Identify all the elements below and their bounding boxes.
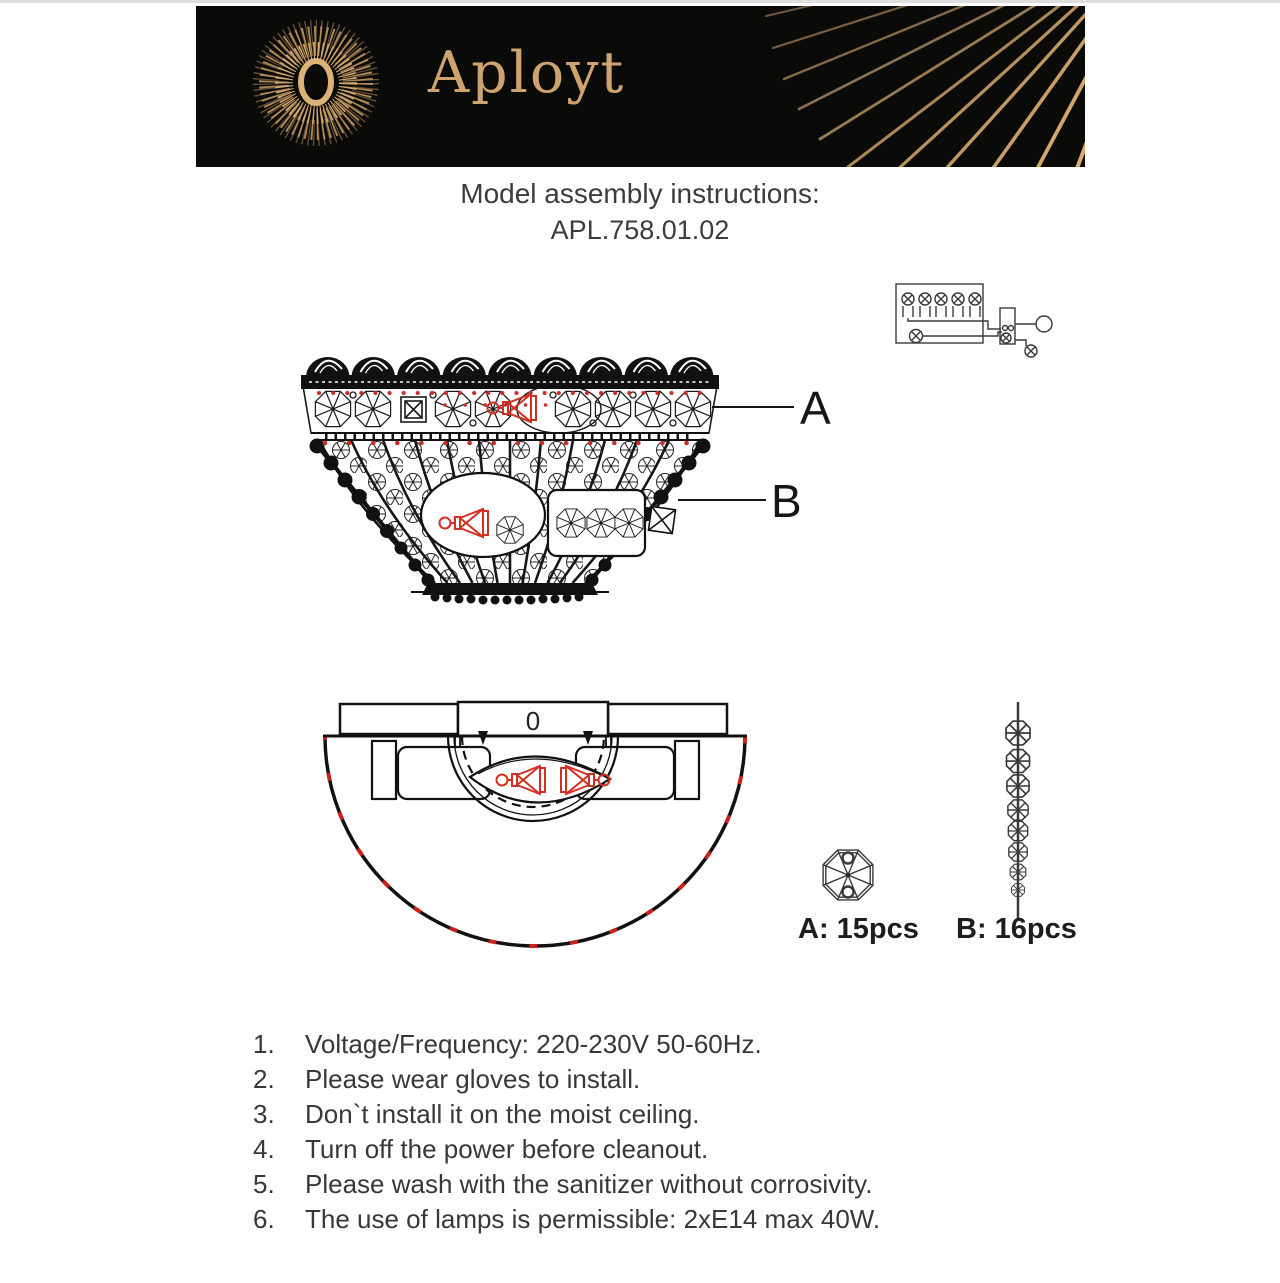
lamp2-symbol-icon	[1025, 345, 1037, 357]
instruction-item	[253, 1202, 1073, 1237]
callout-b-label: B	[771, 475, 802, 527]
instruction-item	[253, 1097, 1073, 1132]
rays-decoration-icon	[766, 6, 1085, 167]
leader-line-b	[678, 499, 766, 501]
crystal-octagon-icon	[816, 843, 880, 907]
instruction-number: 2.	[253, 1064, 275, 1094]
instruction-item	[253, 1167, 1073, 1202]
inner-bracket	[548, 490, 645, 556]
instruction-number: 3.	[253, 1099, 275, 1129]
instruction-number: 6.	[253, 1204, 275, 1234]
instruction-number: 5.	[253, 1169, 275, 1199]
ground-screw-icon	[910, 330, 923, 343]
zero-label: 0	[525, 706, 541, 736]
instruction-number: 1.	[253, 1029, 275, 1059]
banner-art	[196, 6, 1085, 167]
instruction-item	[253, 1062, 1073, 1097]
instruction-text: Turn off the power before cleanout.	[305, 1134, 709, 1164]
callout-a-label: A	[800, 382, 831, 434]
inner-square	[648, 506, 675, 533]
brand-name: Aployt	[428, 40, 626, 106]
instructions-list	[253, 1027, 1073, 1237]
crystal-strand-icon	[993, 696, 1043, 926]
instruction-number: 4.	[253, 1134, 275, 1164]
starburst-logo-icon	[266, 33, 366, 133]
lamp-bottom-view-drawing	[310, 691, 760, 956]
leader-line-a	[712, 406, 794, 408]
base-band	[411, 583, 609, 605]
instruction-item	[253, 1027, 1073, 1062]
wiring-diagram	[878, 266, 1078, 376]
top-scallops	[301, 357, 719, 389]
part-a-count: A: 15pcs	[798, 913, 919, 945]
lamp-symbol-icon	[1036, 316, 1052, 332]
instruction-text: The use of lamps is permissible: 2xE14 max 40W.	[305, 1204, 881, 1234]
title-block	[0, 175, 1280, 248]
crystal-band	[303, 385, 717, 440]
instruction-text: Don`t install it on the moist ceiling.	[305, 1099, 700, 1129]
part-b-count: B: 16pcs	[956, 913, 1077, 945]
terminal-screws-icon	[902, 293, 981, 317]
model-number: APL.758.01.02	[550, 215, 730, 245]
instruction-item	[253, 1132, 1073, 1167]
lamp-side-view-drawing	[295, 345, 725, 607]
instruction-text: Voltage/Frequency: 220-230V 50-60Hz.	[305, 1029, 762, 1059]
band-square-ornament	[401, 397, 426, 422]
instruction-text: Please wear gloves to install.	[305, 1064, 641, 1094]
header-banner	[196, 6, 1085, 167]
page-title: Model assembly instructions:	[460, 178, 820, 209]
instruction-text: Please wash with the sanitizer without corrosivity.	[305, 1169, 873, 1199]
